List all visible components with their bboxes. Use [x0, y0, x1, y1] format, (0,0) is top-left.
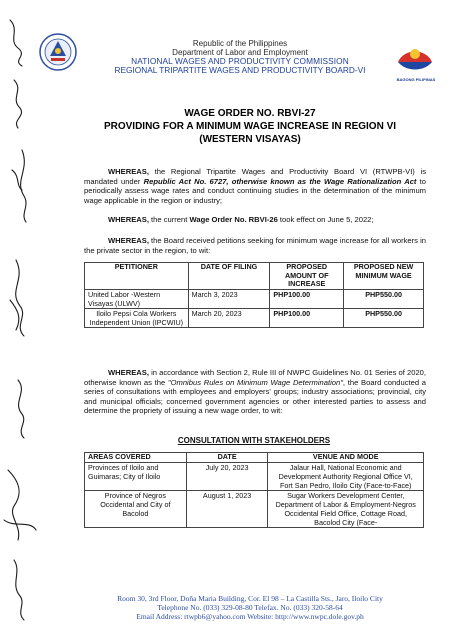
- whereas-paragraph-4: [84, 368, 426, 416]
- areas-cell: Provinces of Iloilo and Guimaras; City of Iloilo: [85, 462, 187, 490]
- petitioner-cell: Iloilo Pepsi Cola Workers Independent Union (IPCWIU): [85, 308, 189, 327]
- table-row: [85, 289, 424, 308]
- whereas-lead: WHEREAS,: [108, 215, 149, 224]
- wage-order-region: (WESTERN VISAYAS): [199, 134, 301, 145]
- header-commission: NATIONAL WAGES AND PRODUCTIVITY COMMISSION: [131, 56, 349, 66]
- bagong-pilipinas-logo-icon: [392, 38, 438, 78]
- whereas-paragraph-3: [84, 236, 426, 255]
- whereas-lead: WHEREAS,: [108, 368, 149, 377]
- paragraph-text: to periodically assess wage rates and conduct continuing studies in the determination of the minimum wage applicable in the region or industry;: [84, 176, 427, 205]
- whereas-lead: WHEREAS,: [108, 167, 149, 176]
- column-header: DATE OF FILING: [188, 263, 270, 290]
- paragraph-emphasis: Wage Order No. RBVI-26: [189, 215, 278, 224]
- venue-cell: Jalaur Hall, National Economic and Development Authority Regional Office VI, Fort San Pedro, Iloilo City (Face-to-Face): [268, 462, 424, 490]
- petitioner-cell: United Labor -Western Visayas (ULWV): [85, 289, 189, 308]
- footer-phone: Telephone No. (033) 329-08-80 Telefax. No. (033) 320-58-64: [157, 603, 343, 612]
- footer-contact: Email Address: rtwpb6@yahoo.com Website: http://www.nwpc.dole.gov.ph: [136, 612, 364, 621]
- paragraph-text: the Regional Tripartite Wages and Productivity Board VI (RTWPB-VI) is mandated under: [84, 167, 426, 186]
- whereas-paragraph-2: [84, 215, 426, 225]
- column-header: PROPOSED NEW MINIMUM WAGE: [344, 263, 424, 290]
- column-header: DATE: [186, 453, 268, 463]
- filing-date-cell: March 3, 2023: [188, 289, 270, 308]
- table-row: [85, 462, 424, 490]
- consultation-section-title: CONSULTATION WITH STAKEHOLDERS: [177, 436, 331, 445]
- new-wage-cell: PHP550.00: [344, 308, 424, 327]
- column-header: PROPOSED AMOUNT OF INCREASE: [270, 263, 344, 290]
- increase-cell: PHP100.00: [270, 289, 344, 308]
- wage-order-number: WAGE ORDER NO. RBVI-27: [184, 108, 316, 119]
- paragraph-emphasis: Republic Act No. 6727, otherwise known as the Wage Rationalization Act: [143, 176, 417, 186]
- paragraph-text: the Board received petitions seeking for minimum wage increase for all workers in the private sector in the region, to wit:: [84, 236, 426, 255]
- footer-address: Room 30, 3rd Floor, Doña Maria Building, Cor. El 98 – La Castilla Sts., Jaro, Iloilo City: [117, 594, 383, 603]
- header-board: REGIONAL TRIPARTITE WAGES AND PRODUCTIVITY BOARD-VI: [114, 65, 366, 75]
- header-department: Department of Labor and Employment: [172, 48, 308, 57]
- consultation-table: [84, 452, 424, 528]
- header-republic: Republic of the Philippines: [192, 39, 288, 48]
- table-row: [85, 490, 424, 527]
- table-row: [85, 308, 424, 327]
- new-wage-cell: PHP550.00: [344, 289, 424, 308]
- paragraph-text: the current: [148, 215, 190, 224]
- date-cell: August 1, 2023: [186, 490, 268, 527]
- wage-order-subject: PROVIDING FOR A MINIMUM WAGE INCREASE IN REGION VI: [103, 121, 397, 132]
- paragraph-text: in accordance with Section 2, Rule III of NWPC Guidelines No. 01 Series of 2020, otherwise known as the: [84, 368, 426, 387]
- bagong-pilipinas-caption: BAGONG PILIPINAS: [396, 77, 436, 82]
- column-header: PETITIONER: [85, 263, 189, 290]
- date-cell: July 20, 2023: [186, 462, 268, 490]
- areas-cell: Province of Negros Occidental and City of Bacolod: [85, 490, 187, 527]
- margin-signatures: [0, 0, 46, 632]
- table-header-row: [85, 263, 424, 290]
- paragraph-text: took effect on June 5, 2022;: [277, 215, 374, 224]
- petitions-table: [84, 262, 424, 328]
- column-header: VENUE AND MODE: [268, 453, 424, 463]
- whereas-lead: WHEREAS,: [108, 236, 149, 245]
- column-header: AREAS COVERED: [85, 453, 187, 463]
- increase-cell: PHP100.00: [270, 308, 344, 327]
- filing-date-cell: March 20, 2023: [188, 308, 270, 327]
- dole-seal-icon: [38, 32, 78, 72]
- table-header-row: [85, 453, 424, 463]
- paragraph-emphasis: "Omnibus Rules on Minimum Wage Determination": [167, 377, 343, 387]
- venue-cell: Sugar Workers Development Center, Department of Labor & Employment-Negros Occidental Field Office, Cottage Road, Bacolod City (Face-: [268, 490, 424, 527]
- whereas-paragraph-1: [84, 167, 426, 205]
- paragraph-text: , the Board conducted a series of consultations with employees and employers' groups; industry associations; provincial, city and municipal officials; concerned government agencies or other interested parties to assess and determine the propriety of issuing a new wage order, to wit:: [84, 377, 426, 416]
